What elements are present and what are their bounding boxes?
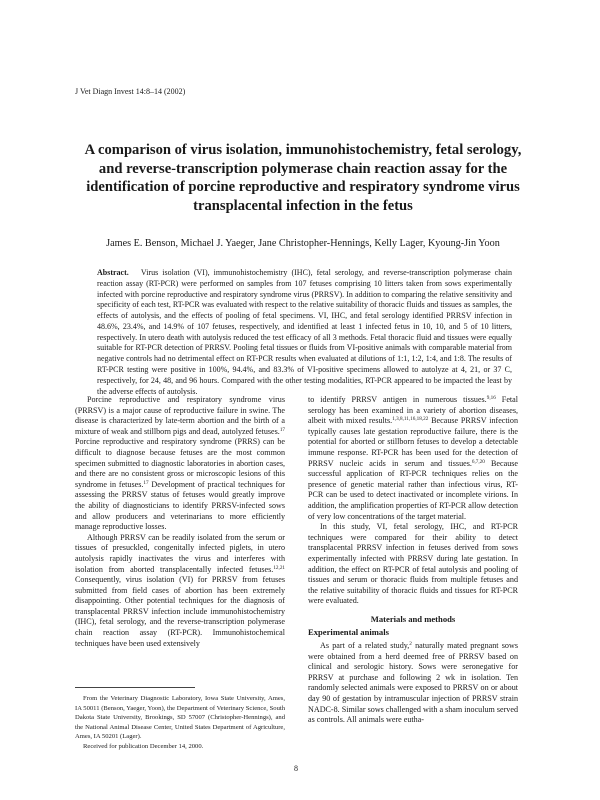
footnotes [75,694,285,752]
body-paragraph: to identify PRRSV antigen in numerous tissues.$^{9,16}$ Fetal serology has been examined in a variety of abortion diseases, albeit with mixed results.$^{1,3,8,11,16,18,22}$ Because PRRSV infection typically causes late gestation reproductive failure, there is the potential for aborted or stillborn fetuses to develop a detectable immune response. RT-PCR has been used for the detection of PRRSV nucleic acids in serum and tissues.$^{6,7,20}$ Because successful application of RT-PCR techniques relies on the presence of genetic material rather than infectious virus, RT-PCR can be used to detect inactivated or incomplete virions. In addition, the amplification properties of RT-PCR allow detection of very low concentrations of the target material. [308,395,518,521]
author-list: James E. Benson, Michael J. Yaeger, Jane Christopher-Hennings, Kelly Lager, Kyoung-Jin Yoon [106,238,500,249]
received-date-footnote: Received for publication December 14, 2000. [83,742,204,750]
citation: 1,3,8,11,16,18,22 [392,416,429,423]
body-paragraph: Although PRRSV can be readily isolated from the serum or tissues of presuckled, congenitally infected piglets, in utero autolysis rapidly inactivates the virus and interferes with isolation from aborted transplacentally infected fetuses.$^{12,21}$ Consequently, virus isolation (VI) for PRRSV from fetuses submitted from field cases of abortion has been extremely disappointing. Other potential techniques for the diagnosis of transplacental PRRSV infection include immunohistochemistry (IHC), fetal serology, and the reverse-transcription polymerase chain reaction assay (RT-PCR). Immunohistochemical techniques have been used extensively [75,532,285,648]
affiliation-footnote: From the Veterinary Diagnostic Laboratory, Iowa State University, Ames, IA 50011 (Benson, Yaeger, Yoon), the Department of Veterinary Science, South Dakota State University, Brookings, SD 57007 (Christopher-Hennings), and the National Animal Disease Center, United States Department of Agriculture, Ames, IA 50201 (Lager). [75,695,285,741]
right-column [308,395,518,726]
body-paragraph: As part of a related study,$^2$ naturally mated pregnant sows were obtained from a herd deemed free of PRRSV based on clinical and serologic history. Sows were seronegative for PRRSV at purchase and following 2 wk in isolation. Ten randomly selected animals were exposed to PRRSV on or about day 90 of gestation by intramuscular injection of PRRSV strain NADC-8. Similar sows challenged with a sham inoculum served as controls. All animals were eutha- [308,641,518,725]
footnote-divider [75,687,195,688]
body-paragraph: In this study, VI, fetal serology, IHC, and RT-PCR techniques were compared for their ability to detect transplacental PRRSV infection in fetuses derived from sows experimentally infected with PRRSV during late gestation. In addition, the effect on RT-PCR of fetal autolysis and pooling of tissues and serum or thoracic fluids from multiple fetuses and the relative suitability of thoracic fluids and tissues for RT-PCR were evaluated. [308,522,518,606]
article-title: A comparison of virus isolation, immunohistochemistry, fetal serology, and reverse-transcription polymerase chain reaction assay for the identification of porcine reproductive and respiratory syndrome virus transplacental infection in the fetus [84,142,522,214]
citation: 6,7,20 [471,458,485,465]
citation: 9,16 [486,395,496,401]
left-column [75,395,285,649]
journal-reference: J Vet Diagn Invest 14:8–14 (2002) [75,87,186,96]
citation: 17 [279,426,285,433]
citation: 12,21 [273,564,285,571]
subsection-heading: Experimental animals [308,627,389,638]
abstract-text: Virus isolation (VI), immunohistochemistry (IHC), fetal serology, and reverse-transcription polymerase chain reaction assay (RT-PCR) were performed on samples from 107 fetuses comprising 10 litters taken from sows experimentally infected with porcine reproductive and respiratory syndrome virus (PRRSV). In addition to comparing the relative sensitivity and specificity of each test, RT-PCR was evaluated with respect to the relative suitability of thoracic fluids and tissues as samples, the effects of autolysis, and the effects of pooling of fetal specimens. VI, IHC, and fetal serology identified PRRSV infection in 48.6%, 23.4%, and 14.9% of 107 fetuses, respectively, and identified at least 1 infected fetus in 10, 10, and 5 of 10 litters, respectively. In utero death with autolysis reduced the test efficacy of all 3 methods. Fetal thoracic fluid and tissues were equally suitable for RT-PCR detection of PRRSV. Pooling fetal tissues or fluids from VI-positive animals with comparable material from negative controls had no detrimental effect on RT-PCR results when evaluated at dilutions of 1:1, 1:2, 1:4, and 1:8. The results of RT-PCR testing were positive in 100%, 94.4%, and 83.3% of VI-positive specimens allowed to autolyze at 4, 21, or 37 C, respectively, for 24, 48, and 96 hours. Compared with the other testing modalities, RT-PCR appeared to be impacted the least by the adverse effects of autolysis. [97,268,512,396]
abstract-label: Abstract. [97,268,129,277]
citation: 2 [409,641,412,648]
citation: 17 [143,479,149,486]
abstract [97,268,512,397]
section-heading: Materials and methods [370,613,456,624]
body-paragraph: Porcine reproductive and respiratory syndrome virus (PRRSV) is a major cause of reproductive failure in swine. The disease is characterized by late-term abortion and the birth of a mixture of weak and stillborn pigs and dead, autolyzed fetuses.$^{17}$ Porcine reproductive and respiratory syndrome (PRRS) can be difficult to diagnose because fetuses are the most common specimen submitted to diagnostic laboratories in abortion cases, and there are no consistent gross or microscopic lesions of this syndrome in fetuses.$^{17}$ Development of practical techniques for assessing the PRRSV status of fetuses would greatly improve the ability of diagnosticians to identify PRRSV-infected sows and allow producers and veterinarians to more efficiently manage reproductive losses. [75,395,285,532]
page-number: 8 [294,764,298,773]
